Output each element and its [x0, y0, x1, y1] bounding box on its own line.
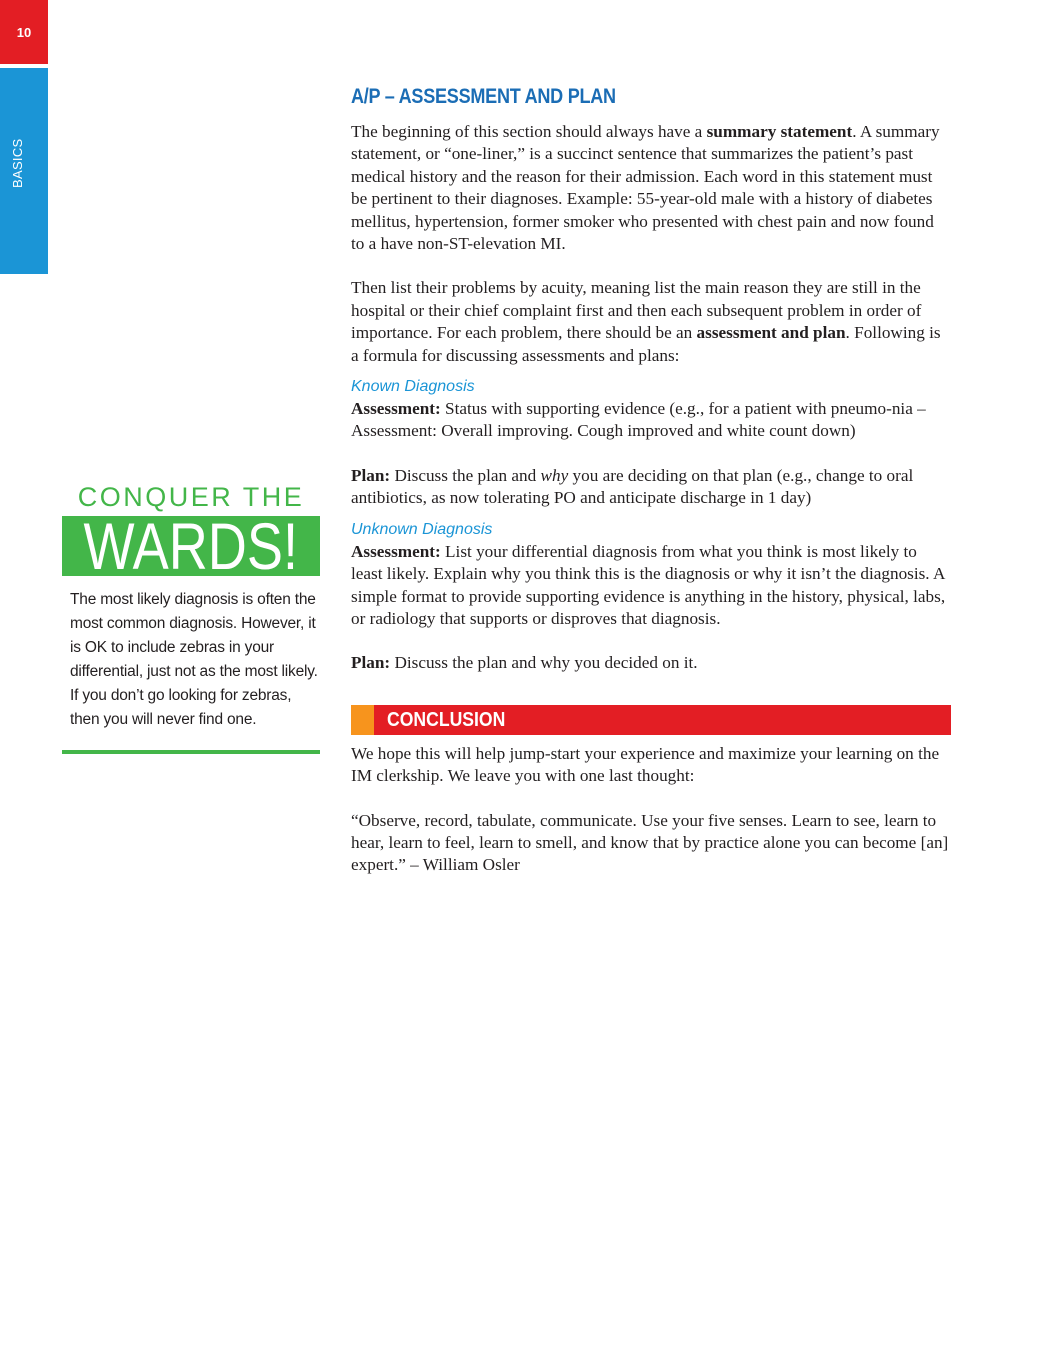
known-assessment-label: Assessment:	[351, 399, 441, 419]
unknown-assessment-label: Assessment:	[351, 541, 441, 561]
conclusion-bar	[374, 705, 951, 735]
unknown-assessment	[351, 541, 951, 631]
ap-heading: A/P – ASSESSMENT AND PLAN	[351, 85, 616, 108]
known-plan	[351, 465, 951, 510]
problems-text-a: Then list their problems by acuity, meaning list the main reason they are still in the hospital or their chief complaint first and then each subsequent problem in order of importance. For each problem, there should be an	[351, 278, 922, 343]
section-tab	[0, 68, 48, 274]
section-tab-label: BASICS	[10, 138, 25, 188]
known-assessment	[351, 398, 951, 443]
callout-title-box	[62, 516, 320, 576]
known-assessment-text: Status with supporting evidence (e.g., for a patient with pneumo-nia – Assessment: Overall improving. Cough improved and white count down)	[351, 399, 926, 441]
problems-bold: assessment and plan	[696, 323, 846, 343]
known-plan-italic: why	[540, 465, 569, 485]
osler-quote: “Observe, record, tabulate, communicate. Use your five senses. Learn to see, learn to hear, learn to feel, learn to smell, and know that by practice alone you can become [an] expert.” – William Osler	[351, 810, 949, 875]
summary-text-a: The beginning of this section should always have a	[351, 122, 707, 141]
known-plan-text-a: Discuss the plan and	[390, 465, 541, 485]
problems-text-b: . Following is a formula for discussing assessments and plans:	[351, 323, 941, 365]
conclusion-heading: CONCLUSION	[387, 708, 506, 731]
callout-title-top: CONQUER THE	[77, 482, 305, 512]
unknown-plan	[351, 652, 951, 674]
known-plan-text-b: you are deciding on that plan (e.g., change to oral antibiotics, as now tolerating PO and anticipate discharge in 1 day)	[351, 465, 914, 508]
unknown-plan-label: Plan:	[351, 653, 391, 673]
callout-text: The most likely diagnosis is often the most common diagnosis. However, it is OK to include zebras in your differential, just not as the most likely. If you don’t go looking for zebras, then you will never find one.	[70, 591, 318, 728]
known-plan-label: Plan:	[351, 465, 391, 485]
summary-text-b: . A summary statement, or “one-liner,” is a succinct sentence that summarizes the patient’s past medical history and the reason for their admission. Each word in this statement must be pertinent to their diagnoses. Example: 55-year-old male with a history of diabetes mellitus, hypertension, former smoker who presented with chest pain and now found to a have non-ST-elevation MI.	[351, 122, 940, 254]
problems-paragraph	[351, 277, 951, 367]
conclusion-accent	[351, 705, 374, 735]
page-number: 10	[16, 24, 32, 40]
conclusion-paragraph: We hope this will help jump-start your experience and maximize your learning on the IM clerkship. We leave you with one last thought:	[351, 743, 940, 786]
conquer-the-wards-callout	[62, 480, 320, 754]
known-diagnosis-subheading: Known Diagnosis	[351, 378, 475, 396]
unknown-plan-text: Discuss the plan and why you decided on it.	[390, 653, 698, 673]
callout-divider	[62, 750, 320, 754]
summary-bold: summary statement	[706, 122, 853, 141]
conclusion-header-bar	[351, 705, 951, 735]
summary-paragraph	[351, 121, 951, 255]
page-number-tab	[0, 0, 48, 64]
callout-title-big: WARDS!	[83, 516, 299, 576]
unknown-assessment-text: List your differential diagnosis from what you think is most likely to least likely. Explain why you think this is the diagnosis or why it isn’t the diagnosis. A simple format to provide supporting evidence is anything in the history, physical, labs, or radiology that supports or disproves that diagnosis.	[351, 541, 946, 628]
unknown-diagnosis-subheading: Unknown Diagnosis	[351, 520, 493, 538]
main-column	[351, 84, 951, 877]
